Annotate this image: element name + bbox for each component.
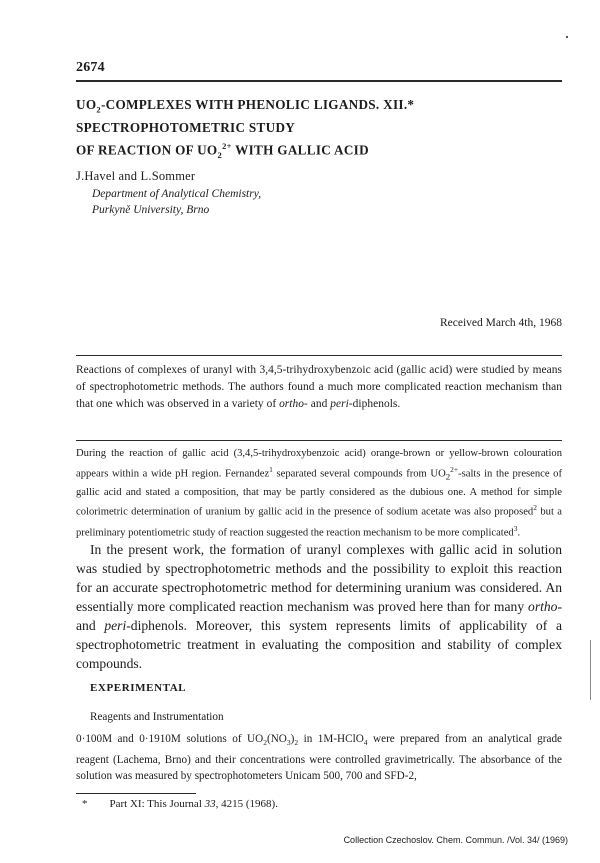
- intro-paragraph: During the reaction of gallic acid (3,4,5-trihydroxybenzoic acid) orange-brown or yellow-brown colouration appears within a wide pH region. Fernandez$^1$ separated several compounds from $UO_2^{2+}$-salts in the presence of gallic acid and stated a composition, that may be partly considered as the dubious one. A method for simple colorimetric determination of uranium by gallic acid in the presence of sodium acetate was also proposed$^2$ but a preliminary potentiometric study of reaction suggested the reaction mechanism to be more complicated$^3$.: [76, 448, 562, 539]
- journal-footer: Collection Czechoslov. Chem. Commun. /Vol. 34/ (1969): [343, 835, 568, 845]
- reagents-paragraph: 0·100M and 0·1910M solutions of $UO_2(NO_3)_2$ in 1M-HClO$_4$ were prepared from an analytical grade reagent (Lachema, Brno) and their concentrations were controlled gravimetrically. The absorbance of the solution was measured by spectrophotometers Unicam 500, 700 and SFD-2,: [76, 733, 563, 783]
- title-line-2: SPECTROPHOTOMETRIC STUDY: [76, 119, 296, 135]
- footnote-marker: *: [82, 798, 88, 810]
- scan-artifact: [566, 36, 568, 38]
- subsection-heading-reagents: Reagents and Instrumentation: [90, 711, 224, 723]
- article-title: [76, 96, 562, 164]
- title-line-3: OF REACTION OF $UO_2^{2+}$ WITH GALLIC ACID: [76, 140, 369, 160]
- header-rule: [76, 80, 562, 82]
- authors: J.Havel and L.Sommer: [76, 169, 196, 183]
- scan-edge-line: [590, 640, 591, 700]
- title-line-1: $UO_2$-COMPLEXES WITH PHENOLIC LIGANDS. XII.*: [76, 97, 415, 115]
- abstract-bottom-rule: [76, 440, 562, 441]
- abstract: Reactions of complexes of uranyl with 3,4,5-trihydroxybenzoic acid (gallic acid) were studied by means of spectrophotometric methods. The authors found a much more complicated reaction mechanism than that one which was observed in a variety of ortho- and peri-diphenols.: [76, 364, 562, 410]
- affiliation: [92, 186, 261, 218]
- affiliation-department: Department of Analytical Chemistry,: [92, 188, 262, 200]
- abstract-top-rule: [76, 355, 562, 356]
- footnote-rule: [76, 793, 196, 794]
- affiliation-university: Purkyně University, Brno: [92, 204, 210, 216]
- footnote: * Part XI: This Journal 33, 4215 (1968).: [82, 798, 278, 810]
- section-heading-experimental: EXPERIMENTAL: [90, 682, 187, 694]
- page-number: 2674: [76, 60, 105, 75]
- main-paragraph: In the present work, the formation of uranyl complexes with gallic acid in solution was studied by spectrophotometric methods and the possibility to exploit this reaction for an accurate spectrophotometric method for determining uranium was considered. An essentially more complicated reaction mechanism was proved here than for many ortho- and peri-diphenols. Moreover, this system represents limits of applicability of a spectrophotometric treatment in evaluating the composition and stability of complex compounds.: [76, 542, 562, 671]
- received-date: Received March 4th, 1968: [440, 317, 562, 329]
